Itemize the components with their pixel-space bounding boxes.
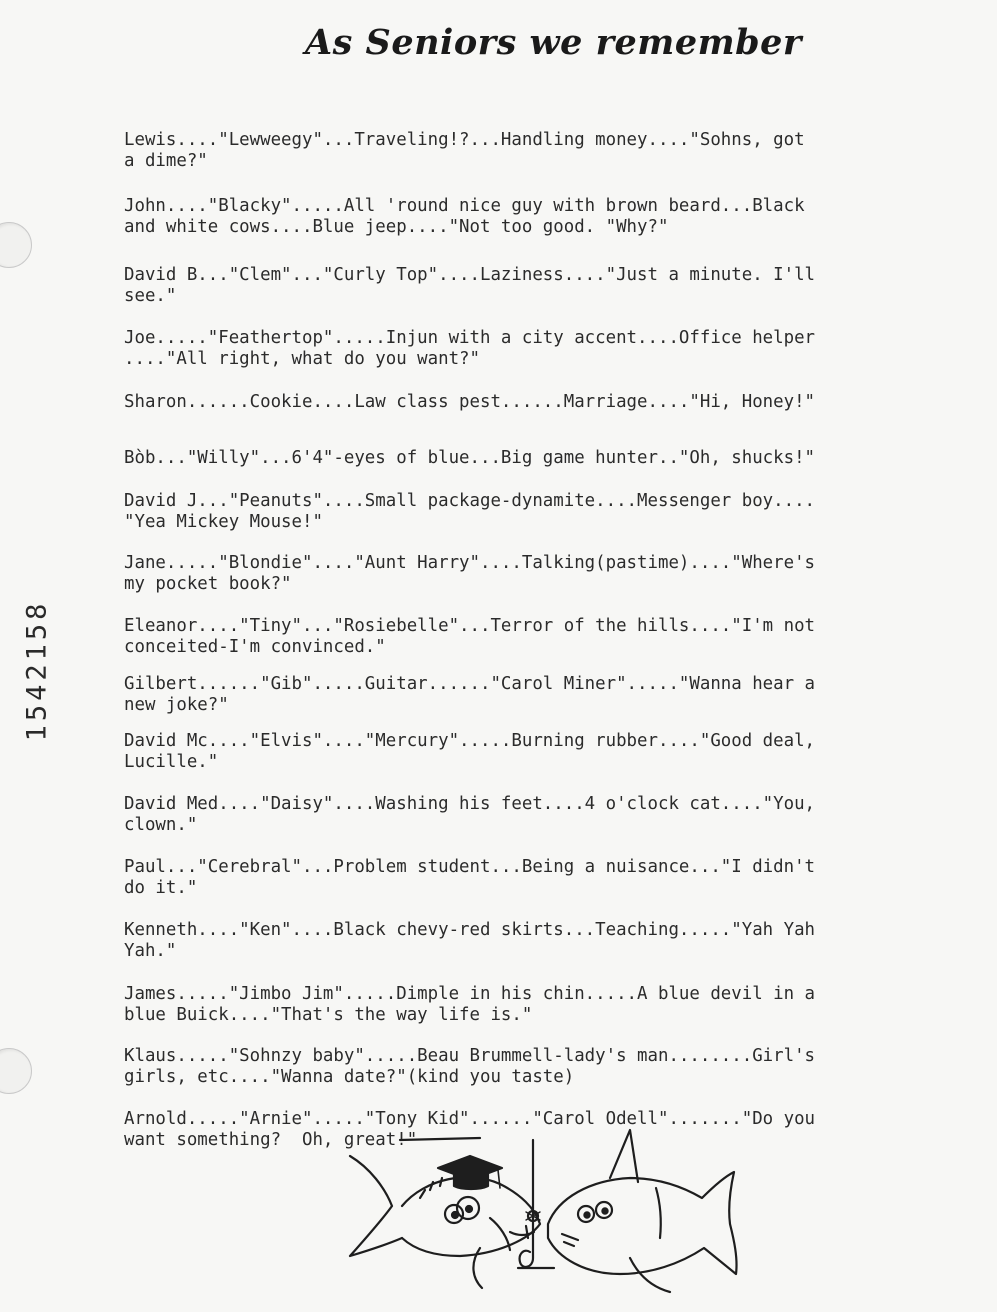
fishhook-icon: [518, 1140, 554, 1268]
entry-line: Arnold....."Arnie"....."Tony Kid"......"Carol Odell"......."Do you: [124, 1109, 816, 1129]
entry-line: new joke?": [124, 695, 229, 715]
entry-line: Yah.": [124, 941, 177, 961]
entry-line: clown.": [124, 815, 198, 835]
entry-james: [124, 984, 964, 1026]
entry-line: Paul..."Cerebral"...Problem student...Being a nuisance..."I didn't: [124, 857, 816, 877]
entry-david-mc: [124, 731, 964, 773]
entry-jane: [124, 553, 964, 595]
entry-line: Jane....."Blondie"...."Aunt Harry"....Talking(pastime)...."Where's: [124, 553, 816, 573]
binder-hole-bottom: [0, 1048, 32, 1094]
fish-with-graduation-cap-icon: [350, 1156, 540, 1288]
entry-klaus: [124, 1046, 964, 1088]
entry-line: Gilbert......"Gib".....Guitar......"Carol Miner"....."Wanna hear a: [124, 674, 816, 694]
entry-lewis: [124, 130, 964, 172]
entry-line: David Mc...."Elvis"...."Mercury".....Burning rubber...."Good deal,: [124, 731, 816, 751]
entry-bob: [124, 448, 964, 469]
side-serial-number-text: 1542158: [21, 599, 53, 742]
entry-line: see.": [124, 286, 177, 306]
entry-line: want something? Oh, great!": [124, 1130, 418, 1150]
graduation-cap-icon: [438, 1156, 502, 1189]
entry-eleanor: [124, 616, 964, 658]
entry-line: Bòb..."Willy"...6'4"-eyes of blue...Big game hunter.."Oh, shucks!": [124, 448, 816, 468]
entry-line: David Med...."Daisy"....Washing his feet....4 o'clock cat...."You,: [124, 794, 816, 814]
entry-line: do it.": [124, 878, 198, 898]
page-title: As Seniors we remember: [305, 22, 802, 63]
entry-sharon: [124, 392, 964, 413]
binder-hole-top: [0, 222, 32, 268]
entry-line: David J..."Peanuts"....Small package-dynamite....Messenger boy....: [124, 491, 816, 511]
entry-line: a dime?": [124, 151, 208, 171]
entry-line: Kenneth...."Ken"....Black chevy-red skirts...Teaching....."Yah Yah: [124, 920, 816, 940]
entry-line: Lewis...."Lewweegy"...Traveling!?...Handling money...."Sohns, got: [124, 130, 805, 150]
entry-line: my pocket book?": [124, 574, 292, 594]
entry-line: Joe....."Feathertop".....Injun with a city accent....Office helper: [124, 328, 816, 348]
entry-line: Klaus....."Sohnzy baby".....Beau Brummell-lady's man........Girl's: [124, 1046, 816, 1066]
entry-gilbert: [124, 674, 964, 716]
entry-david-b: [124, 265, 964, 307]
entry-john: [124, 196, 964, 238]
entry-paul: [124, 857, 964, 899]
entry-line: Eleanor...."Tiny"..."Rosiebelle"...Terror of the hills...."I'm not: [124, 616, 816, 636]
entry-line: and white cows....Blue jeep...."Not too good. "Why?": [124, 217, 669, 237]
entry-joe: [124, 328, 964, 370]
hook-line-top: [400, 1138, 480, 1140]
entry-line: Sharon......Cookie....Law class pest......Marriage...."Hi, Honey!": [124, 392, 816, 412]
entry-line: John...."Blacky".....All 'round nice guy with brown beard...Black: [124, 196, 805, 216]
entry-line: blue Buick...."That's the way life is.": [124, 1005, 533, 1025]
fish-cartoon-illustration: [330, 1128, 740, 1303]
side-serial-number: [4, 600, 64, 750]
entry-david-med: [124, 794, 964, 836]
fish-with-dunce-cap-icon: [548, 1130, 737, 1292]
entry-line: girls, etc...."Wanna date?"(kind you taste): [124, 1067, 575, 1087]
entry-david-j: [124, 491, 964, 533]
entry-line: ...."All right, what do you want?": [124, 349, 480, 369]
entry-kenneth: [124, 920, 964, 962]
entry-line: David B..."Clem"..."Curly Top"....Laziness...."Just a minute. I'll: [124, 265, 816, 285]
entry-line: James....."Jimbo Jim".....Dimple in his chin.....A blue devil in a: [124, 984, 816, 1004]
entry-line: Lucille.": [124, 752, 219, 772]
entry-line: "Yea Mickey Mouse!": [124, 512, 323, 532]
entry-line: conceited-I'm convinced.": [124, 637, 386, 657]
